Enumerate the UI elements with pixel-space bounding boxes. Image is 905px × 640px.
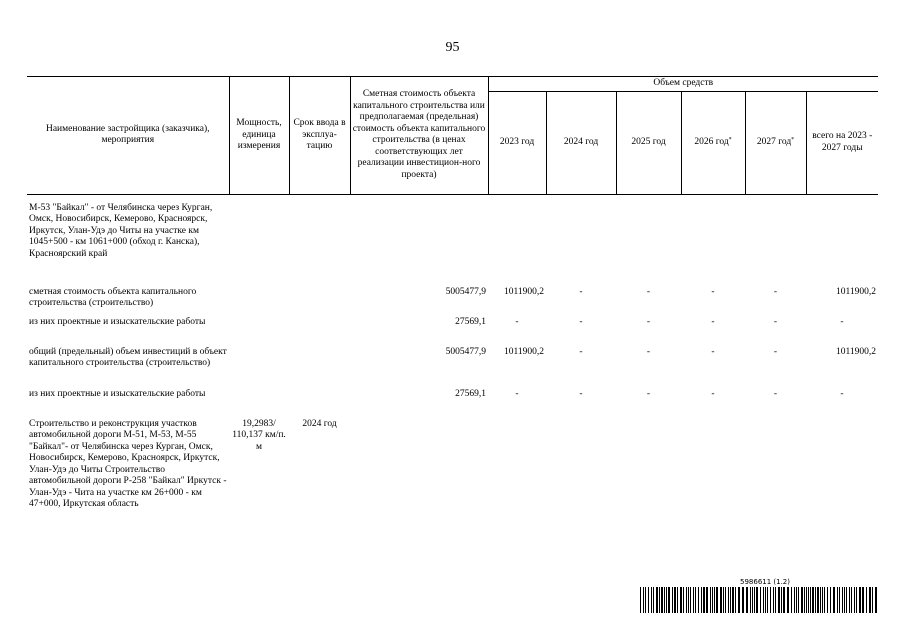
row-2026: - [711, 388, 715, 399]
row-total: - [840, 316, 844, 327]
row-estimate [350, 203, 488, 287]
row-2027: - [773, 316, 778, 327]
table-row [27, 317, 878, 347]
row-name: из них проектные и изыскательские работы [29, 388, 206, 399]
row-total [806, 419, 878, 539]
row-total [806, 203, 878, 287]
table-row [27, 347, 878, 389]
row-2025: - [646, 388, 651, 399]
row-name: М-53 "Байкал" - от Челябинска через Курган, Омск, Новосибирск, Кемерово, Красноярск, Иркутск, Улан-Удэ до Читы на участке км 1045+500 - км 1061+000 (обход г. Канска), Красноярский край [29, 202, 213, 259]
table-row [27, 419, 878, 539]
row-capacity: 19,2983/ 110,137 км/п. м [232, 418, 286, 452]
barcode-icon [640, 587, 878, 613]
row-capacity [229, 389, 289, 419]
row-estimate: 27569,1 [455, 388, 486, 399]
row-deadline [289, 203, 350, 287]
row-name: общий (предельный) объем инвестиций в объект капитального строительства (строительство) [29, 346, 227, 368]
footnote-mark: * [791, 136, 795, 143]
row-2027: - [773, 388, 778, 399]
row-2023: - [515, 316, 519, 327]
row-2027 [745, 419, 806, 539]
header-estimate: Сметная стоимость объекта капитального строительства или предполагаемая (предельная) стоимость объекта капитального строительства (в ценах соответствующих лет реализации инвестицион-ного проекта) [350, 77, 488, 195]
barcode-block [640, 578, 878, 613]
row-2026: - [711, 286, 715, 297]
row-2023 [488, 419, 546, 539]
row-2023: 1011900,2 [503, 346, 544, 357]
row-2025 [616, 203, 681, 287]
header-year-2026-label: 2026 год [694, 136, 729, 147]
row-2025: - [646, 316, 651, 327]
row-estimate: 5005477,9 [445, 286, 486, 297]
investment-table [27, 76, 878, 539]
row-deadline [289, 317, 350, 347]
table-row [27, 203, 878, 287]
row-2025: - [646, 346, 651, 357]
row-capacity [229, 317, 289, 347]
row-2027 [745, 203, 806, 287]
row-2026 [681, 203, 745, 287]
barcode-label: 5986611 (1.2) [740, 578, 790, 586]
header-capacity: Мощность, единица измерения [229, 77, 289, 195]
row-total: 1011900,2 [835, 346, 876, 357]
row-2026: - [711, 346, 715, 357]
row-2025: - [646, 286, 651, 297]
row-2024: - [579, 388, 583, 399]
header-name: Наименование застройщика (заказчика), мероприятия [27, 77, 229, 195]
row-2024 [546, 203, 616, 287]
row-2024 [546, 419, 616, 539]
header-deadline: Срок ввода в эксплуа-тацию [289, 77, 350, 195]
row-capacity [229, 347, 289, 389]
row-2023: 1011900,2 [503, 286, 544, 297]
row-2024: - [579, 346, 583, 357]
footnote-mark: * [728, 136, 732, 143]
row-name: Строительство и реконструкция участков автомобильной дороги М-51, М-53, М-55 "Байкал"- от Челябинска через Курган, Омск, Новосибирск, Кемерово, Красноярск, Иркутск, Улан-Удэ до Читы Строительство автомобильной дороги Р-258 "Байкал" Иркутск - Улан-Удэ - Чита на участке км 26+000 - км 47+000, Иркутская область [29, 418, 227, 509]
header-year-2027-label: 2027 год [756, 136, 792, 147]
row-estimate [350, 419, 488, 539]
row-2023 [488, 203, 546, 287]
row-deadline [289, 287, 350, 317]
header-year-2026 [681, 91, 745, 194]
row-total: 1011900,2 [835, 286, 876, 297]
row-2027: - [773, 346, 778, 357]
table-row [27, 389, 878, 419]
page-number: 95 [445, 40, 460, 55]
row-2023: - [515, 388, 519, 399]
row-estimate: 5005477,9 [445, 346, 486, 357]
row-capacity [229, 287, 289, 317]
header-year-2024: 2024 год [546, 91, 616, 194]
row-2026 [681, 419, 745, 539]
row-deadline [289, 347, 350, 389]
row-2024: - [579, 286, 583, 297]
row-2025 [616, 419, 681, 539]
row-estimate: 27569,1 [455, 316, 486, 327]
row-2026: - [711, 316, 715, 327]
row-total: - [840, 388, 844, 399]
row-name: из них проектные и изыскательские работы [29, 316, 206, 327]
row-deadline [289, 389, 350, 419]
row-2027: - [773, 286, 778, 297]
row-2024: - [579, 316, 583, 327]
row-capacity [229, 203, 289, 287]
row-name: сметная стоимость объекта капитального строительства (строительство) [29, 286, 197, 308]
header-funds-group: Объем средств [488, 77, 878, 92]
table-row [27, 287, 878, 317]
row-deadline: 2024 год [302, 418, 337, 429]
header-year-2025: 2025 год [616, 91, 681, 194]
spacer [27, 194, 878, 203]
header-total: всего на 2023 - 2027 годы [806, 91, 878, 194]
header-year-2023: 2023 год [488, 91, 546, 194]
header-year-2027 [745, 91, 806, 194]
